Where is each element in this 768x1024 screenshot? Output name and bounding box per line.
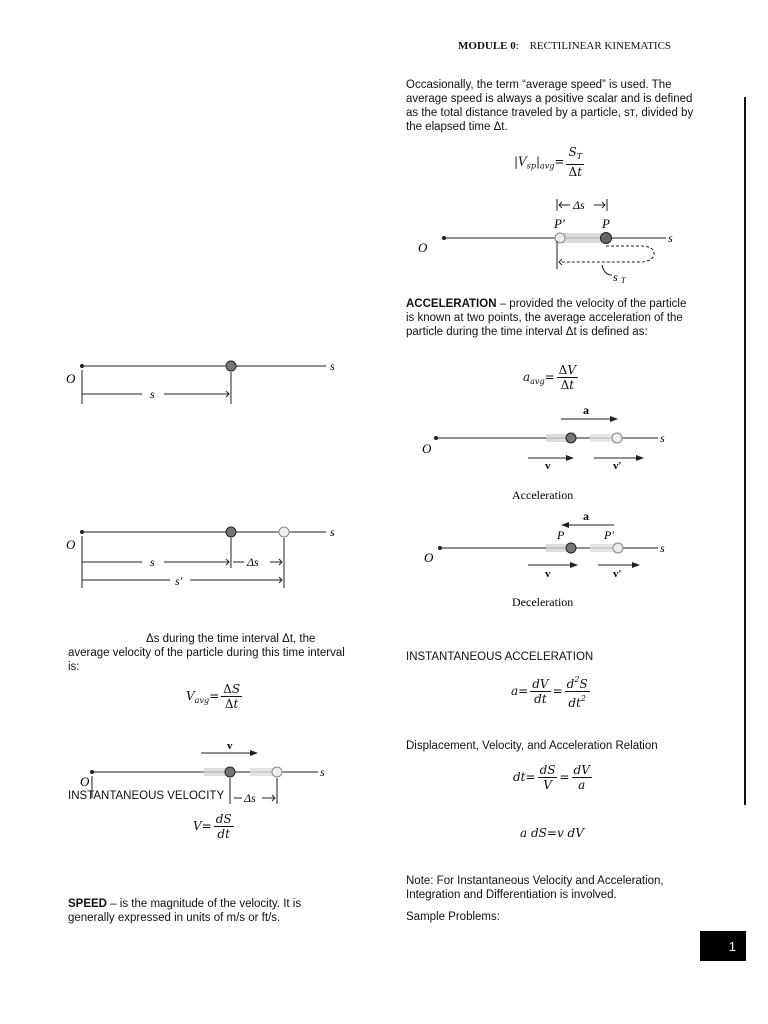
- fig-decel-a: a: [583, 509, 589, 523]
- fig-disp-o: O: [66, 537, 76, 552]
- fig-pos-o: O: [66, 371, 76, 386]
- page-header: [458, 40, 702, 52]
- fig-disp-s-dim: s: [150, 555, 155, 569]
- average-acceleration-equation: $a_{avg}=$ $\frac{\Delta V}{\Delta t}$: [523, 363, 576, 392]
- average-speed-paragraph: [406, 78, 702, 134]
- relation-equation-dt: dt= $\frac{dS}{V}$ = $\frac{dV}{a}$: [513, 763, 590, 792]
- fig-speed-p: P: [602, 216, 610, 231]
- margin-rule: [744, 97, 746, 805]
- fig-vel-s: s: [320, 765, 325, 779]
- page-number: 1: [728, 938, 736, 954]
- average-velocity-text: Δs during the time interval Δt, the average velocity of the particle during this time interval is:: [68, 633, 345, 673]
- acceleration-figure: [418, 400, 678, 505]
- fig-speed-o: O: [418, 240, 428, 255]
- fig-disp-s-axis: s: [330, 525, 335, 539]
- sample-problems-label: Sample Problems:: [406, 911, 500, 923]
- fig-pos-s-dim: s: [150, 387, 155, 401]
- fig-accel-v: v: [545, 460, 551, 472]
- module-label: MODULE 0: [458, 40, 516, 52]
- note-paragraph: Note: For Instantaneous Velocity and Acceleration, Integration and Differentiation is involved.: [406, 875, 664, 901]
- fig-accel-a: a: [583, 403, 589, 417]
- deceleration-figure: [418, 508, 678, 613]
- relation-heading: Displacement, Velocity, and Acceleration Relation: [406, 740, 658, 752]
- module-title: RECTILINEAR KINEMATICS: [529, 40, 672, 52]
- fig-decel-o: O: [424, 550, 434, 565]
- fig-decel-p: P: [557, 528, 565, 542]
- displacement-figure: [62, 518, 352, 592]
- acceleration-heading: ACCELERATION: [406, 298, 497, 310]
- fig-accel-s: s: [660, 431, 665, 445]
- fig-speed-s: s: [668, 231, 673, 245]
- speed-heading: SPEED: [68, 898, 107, 910]
- fig-speed-sT: s: [613, 270, 618, 283]
- average-velocity-equation: $V_{avg}=$ $\frac{\Delta S}{\Delta t}$: [186, 682, 241, 711]
- fig-speed-delta-s: Δs: [573, 198, 585, 212]
- module-suffix: :: [515, 40, 519, 52]
- fig-vel-v: v: [227, 740, 233, 752]
- fig-accel-o: O: [422, 441, 432, 456]
- average-speed-text-end: sᴛ, divided by the elapsed time Δt.: [406, 107, 694, 133]
- instantaneous-acceleration-heading: INSTANTANEOUS ACCELERATION: [406, 651, 594, 663]
- acceleration-paragraph: [406, 297, 696, 339]
- speed-paragraph: [68, 897, 348, 925]
- total-distance-figure: [414, 193, 684, 283]
- fig-speed-p-prime: P′: [554, 216, 565, 231]
- fig-disp-s-prime: s′: [175, 574, 183, 588]
- fig-vel-o: O: [80, 774, 90, 789]
- instantaneous-velocity-equation: V= $\frac{dS}{dt}$: [193, 812, 232, 841]
- instantaneous-velocity-heading: INSTANTANEOUS VELOCITY: [68, 790, 225, 802]
- speed-text: – is the magnitude of the velocity. It is generally expressed in units of m/s or ft/s.: [68, 898, 302, 924]
- average-velocity-paragraph: [68, 632, 354, 674]
- instantaneous-acceleration-equation: a= $\frac{dV}{dt}$ = $\frac{d^2S}{dt^2}$: [511, 675, 588, 710]
- acceleration-text: – provided the velocity of the particle is known at two points, the average acceleration of the particle during the time interval Δt is defined as:: [406, 298, 687, 338]
- fig-pos-s-axis: s: [330, 359, 335, 373]
- fig-speed-sT-sub: T: [621, 276, 626, 283]
- fig-accel-v-prime: v′: [613, 460, 622, 472]
- total-distance-figure-group: [418, 198, 673, 283]
- average-speed-equation: $|V_{sp}|_{avg}=$ $\frac{S_T}{\Delta t}$: [514, 145, 583, 179]
- fig-vel-delta-s: Δs: [244, 791, 256, 805]
- fig-accel-caption: Acceleration: [512, 488, 574, 502]
- fig-decel-s: s: [660, 541, 665, 555]
- fig-decel-v-prime: v′: [613, 568, 622, 580]
- fig-decel-v: v: [545, 568, 551, 580]
- fig-disp-delta-s: Δs: [247, 555, 259, 569]
- fig-decel-p-prime: P′: [604, 528, 614, 542]
- relation-equation-adS: a dS=v dV: [520, 826, 584, 840]
- average-speed-text: Occasionally, the term “average speed” is used. The average speed is always a positive scalar and is defined as the total distance traveled by a particle,: [406, 79, 693, 119]
- position-figure: [62, 352, 352, 408]
- page-number-box: [700, 931, 746, 961]
- fig-decel-caption: Deceleration: [512, 595, 574, 609]
